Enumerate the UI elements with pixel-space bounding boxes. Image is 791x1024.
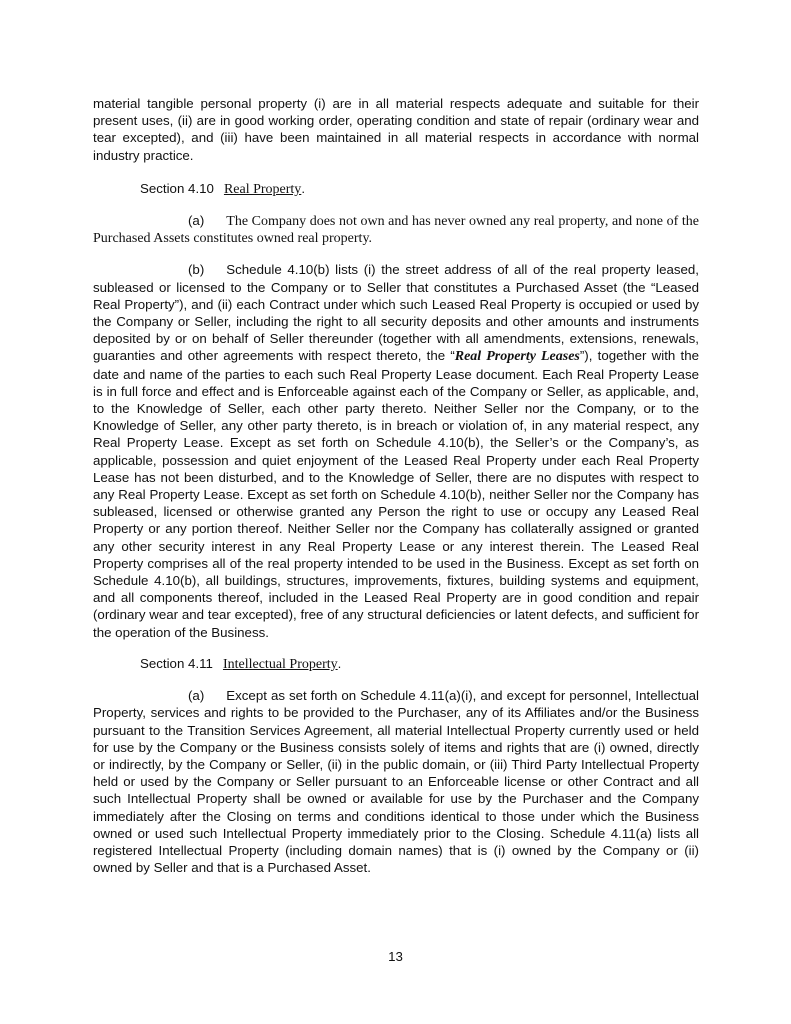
section-4-10-a <box>93 212 699 247</box>
section-4-10-number: Section 4.10 <box>140 180 214 196</box>
section-4-10-b-label: (b) <box>188 262 205 278</box>
section-4-10-heading <box>93 180 699 198</box>
section-4-11-a-text: Except as set forth on Schedule 4.11(a)(i), and except for personnel, Intellectual Property, services and rights to be provided to the Purchaser, any of its Affiliates and/or the Business pursuant to the Transition Services Agreement, all material Intellectual Property currently used or held for use by the Company or the Business consists solely of items and rights that are (i) owned, directly or indirectly, by the Company or Seller, (ii) in the public domain, or (iii) Third Party Intellectual Property held or used by the Company or Seller pursuant to an Enforceable license or other Contract and all such Intellectual Property shall be owned or available for use by the Purchaser and the Company immediately after the Closing on terms and conditions identical to those under which the Business owned or used such Intellectual Property immediately prior to the Closing. Schedule 4.11(a) lists all registered Intellectual Property (including domain names) that is (i) owned by the Company or (ii) owned by Seller and that is a Purchased Asset. <box>93 688 699 876</box>
section-4-10-title: Real Property <box>223 181 302 197</box>
section-4-10-b <box>93 261 699 640</box>
section-4-11-a <box>93 687 699 876</box>
section-4-10-a-label: (a) <box>188 213 205 229</box>
page-number: 13 <box>388 949 403 964</box>
section-4-10-b-text-1: Schedule 4.10(b) lists (i) the street address of all of the real property leased, subleased or licensed to the Company or to Seller that constitutes a Purchased Asset (the “Leased Real Property”), and (ii) each Contract under which such Leased Real Property is occupied or used by the Company or Seller, including the right to all security deposits and other amounts and instruments deposited by or on behalf of Seller thereunder (together with all amendments, extensions, renewals, guaranties and other agreements with respect thereto, the “ <box>93 262 699 364</box>
document-page <box>93 95 699 876</box>
section-4-11-heading <box>93 655 699 673</box>
section-4-11-title-period: . <box>337 655 342 671</box>
section-4-11-number: Section 4.11 <box>140 655 213 671</box>
intro-paragraph: material tangible personal property (i) are in all material respects adequate and suitable for their present uses, (ii) are in good working order, operating condition and state of repair (ordinary wear and tear excepted), and (iii) have been maintained in all material respects in accordance with normal industry practice. <box>93 96 699 163</box>
section-4-11-a-label: (a) <box>188 688 205 704</box>
section-4-11-title: Intellectual Property <box>222 656 338 672</box>
section-4-10-title-period: . <box>301 180 306 196</box>
section-4-10-a-text: The Company does not own and has never owned any real property, and none of the Purchased Assets constitutes owned real property. <box>93 214 699 247</box>
section-4-10-b-text-2: ”), together with the date and name of the parties to each such Real Property Lease document. Each Real Property Lease is in full force and effect and is Enforceable against each of the Company or Seller, as applicable, and, to the Knowledge of Seller, each other party thereto. Neither Seller nor the Company, or to the Knowledge of Seller, any other party thereto, is in breach or violation of, in any material respect, any Real Property Lease. Except as set forth on Schedule 4.10(b), the Seller’s or the Company’s, as applicable, possession and quiet enjoyment of the Leased Real Property under each Real Property Lease has not been disturbed, and to the Knowledge of Seller, there are no disputes with respect to any Real Property Lease. Except as set forth on Schedule 4.10(b), neither Seller nor the Company has subleased, licensed or otherwise granted any Person the right to use or occupy any Leased Real Property or any portion thereof. Neither Seller nor the Company has collaterally assigned or granted any other security interest in any Real Property Lease or any interest therein. The Leased Real Property comprises all of the real property intended to be used in the Business. Except as set forth on Schedule 4.10(b), all buildings, structures, improvements, fixtures, building systems and equipment, and all components thereof, included in the Leased Real Property are in good condition and repair (ordinary wear and tear excepted), free of any structural deficiencies or latent defects, and sufficient for the operation of the Business. <box>93 348 699 640</box>
section-4-10-b-defined-term: Real Property Leases <box>454 349 580 365</box>
